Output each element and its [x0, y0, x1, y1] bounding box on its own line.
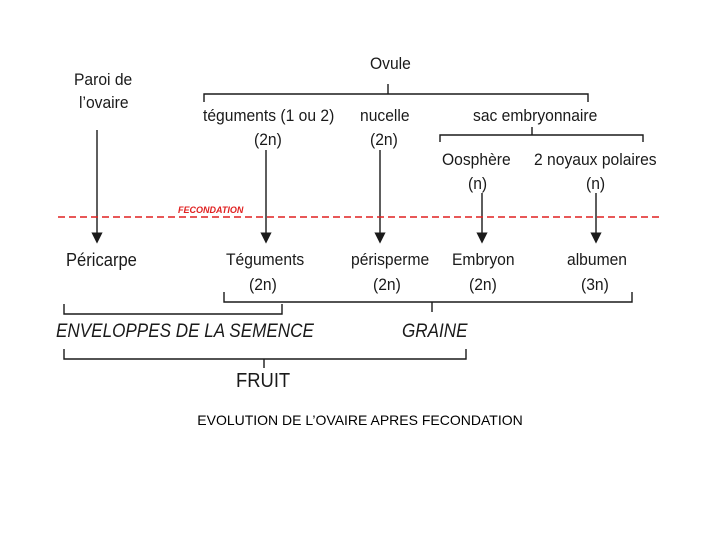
- fruit-label: FRUIT: [236, 370, 291, 392]
- teguments-top-ploidy: (2n): [254, 130, 282, 149]
- sac-label: sac embryonnaire: [473, 106, 598, 125]
- enveloppes-brace: [64, 304, 282, 314]
- graine-label: GRAINE: [402, 321, 468, 342]
- graine-brace: [224, 292, 632, 312]
- fecondation-label: FECONDATION: [178, 205, 244, 215]
- enveloppes-label: ENVELOPPES DE LA SEMENCE: [56, 321, 314, 342]
- paroi-label-line1: Paroi de: [74, 70, 133, 89]
- fruit-brace: [64, 349, 466, 368]
- albumen-label: albumen: [567, 250, 628, 269]
- noyaux-label: 2 noyaux polaires: [534, 150, 657, 169]
- noyaux-ploidy: (n): [586, 174, 606, 193]
- paroi-label-line2: l’ovaire: [79, 93, 129, 112]
- albumen-ploidy: (3n): [581, 275, 609, 294]
- oosphere-label: Oosphère: [442, 150, 511, 169]
- sac-brace: [440, 127, 643, 142]
- perisperme-label: périsperme: [351, 250, 430, 269]
- embryon-ploidy: (2n): [469, 275, 497, 294]
- teguments-top-label: téguments (1 ou 2): [203, 106, 335, 125]
- ovule-label: Ovule: [370, 54, 411, 73]
- figure-caption: EVOLUTION DE L’OVAIRE APRES FECONDATION: [197, 412, 523, 428]
- teguments-bottom-label: Téguments: [226, 250, 305, 269]
- teguments-bottom-ploidy: (2n): [249, 275, 277, 294]
- nucelle-label: nucelle: [360, 106, 410, 125]
- embryon-label: Embryon: [452, 250, 515, 269]
- pericarpe-label: Péricarpe: [66, 250, 137, 270]
- perisperme-ploidy: (2n): [373, 275, 401, 294]
- nucelle-ploidy: (2n): [370, 130, 398, 149]
- ovule-brace: [204, 84, 588, 102]
- oosphere-ploidy: (n): [468, 174, 488, 193]
